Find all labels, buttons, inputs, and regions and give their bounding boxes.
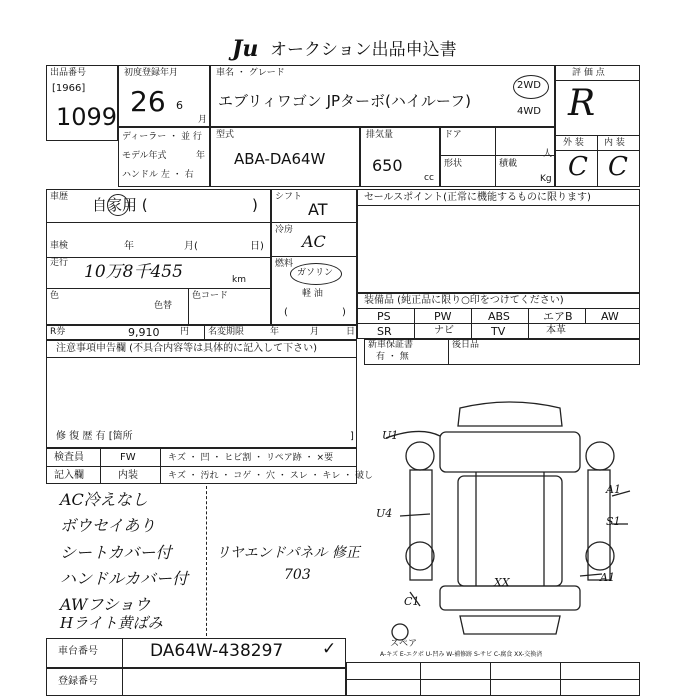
equip-sr: SR	[377, 325, 392, 338]
transfer-day: 日	[346, 327, 356, 337]
fw-items: キズ ・ 凹 ・ ヒビ割 ・ リペア跡 ・ ×要	[168, 453, 334, 463]
shape-label: 形状	[444, 159, 463, 169]
color-change-label: 色替	[154, 301, 173, 311]
capacity-label: 積載	[499, 159, 518, 169]
shift-value: AT	[308, 200, 328, 219]
history-label: 車歴	[50, 192, 69, 202]
note-2: ボウセイあり	[60, 516, 156, 535]
grade-value: R	[568, 83, 596, 124]
manual-label: 新車保証書	[368, 340, 414, 350]
lot-label: 出品番号	[50, 68, 87, 78]
history-end: )	[252, 196, 258, 214]
history-value: 自家用 (	[92, 196, 148, 214]
color-code-label: 色コード	[192, 291, 229, 301]
in-items: キズ ・ 汚れ ・ コゲ ・ 穴 ・ スレ ・ キレ ・ 破し	[168, 471, 374, 481]
model-year-unit: 年	[196, 151, 206, 161]
chassis-check: ✓	[322, 639, 337, 659]
chassis-label: 車台番号	[58, 646, 98, 657]
mark-xx: XX	[494, 576, 510, 589]
shaken-label: 車検	[50, 241, 69, 251]
tax-label: R券	[50, 327, 66, 337]
fuel-value: ガソリン	[297, 268, 334, 278]
equip-ps: PS	[377, 310, 391, 323]
transfer-year: 年	[270, 327, 280, 337]
car-damage-diagram	[380, 396, 640, 646]
dealer-label: ディーラー ・ 並 行	[122, 132, 202, 142]
disp-unit: cc	[424, 173, 434, 183]
interior-label: 内 装	[604, 138, 625, 148]
mileage-label: 走行	[50, 258, 69, 268]
reg-year: 26	[130, 85, 166, 118]
exterior-label: 外 装	[563, 138, 584, 148]
tax-value: 9,910	[128, 326, 160, 339]
mileage-value: 10万8千455	[84, 262, 183, 282]
transfer-month: 月	[310, 327, 320, 337]
fuel-alt: 軽 油	[302, 289, 323, 299]
note-1: AC冷えなし	[60, 490, 148, 509]
rear-panel-note: リヤエンドパネル 修正	[216, 545, 360, 561]
note-5: AWフショウ	[60, 595, 151, 614]
equip-leather: 本革	[546, 325, 566, 336]
disp-label: 排気量	[366, 130, 394, 140]
shaken-month-unit: 月(	[184, 241, 198, 252]
equip-aw: AW	[601, 310, 619, 323]
disp-value: 650	[372, 156, 403, 175]
inspector-label: 検査員	[54, 452, 84, 463]
interior-insp-label: 内装	[118, 470, 138, 481]
fuel-paren-open: (	[284, 307, 288, 318]
reg-number-label: 登録番号	[58, 676, 98, 687]
equip-pw: PW	[434, 310, 452, 323]
type-label: 型式	[216, 130, 235, 140]
cooling-label: 冷房	[275, 225, 294, 235]
rear-panel-note-2: 703	[284, 567, 311, 583]
mark-u1: U1	[382, 429, 399, 442]
mileage-unit: km	[232, 275, 246, 285]
exterior-grade: C	[568, 152, 588, 182]
tax-unit: 円	[180, 327, 190, 337]
handle-label: ハンドル 左 ・ 右	[122, 170, 194, 180]
drive-4wd: 4WD	[517, 106, 541, 117]
equip-navi: ナビ	[434, 325, 454, 336]
writer-label: 記入欄	[54, 470, 84, 481]
rear-label: 後日品	[452, 340, 480, 350]
cooling-value: AC	[302, 232, 326, 251]
mark-u4: U4	[376, 507, 393, 520]
interior-grade: C	[608, 152, 628, 182]
notes-label: 注意事項申告欄 (不具合内容等は具体的に記入して下さい)	[56, 343, 317, 354]
lot-number: 1099	[56, 103, 118, 131]
car-name: エブリィワゴン JPターボ(ハイルーフ)	[218, 92, 471, 110]
ju-logo: Ju	[232, 36, 259, 62]
note-4: ハンドルカバー付	[60, 569, 189, 588]
chassis-number: DA64W-438297	[150, 641, 284, 661]
equip-abs: ABS	[488, 310, 510, 323]
fw-label: FW	[120, 452, 136, 463]
note-6: Hライト黄ばみ	[60, 614, 163, 632]
drive-2wd: 2WD	[517, 80, 541, 91]
equip-tv: TV	[491, 325, 506, 338]
mark-a1-top: A1	[606, 483, 621, 496]
note-3: シートカバー付	[60, 543, 172, 562]
lot-sub: [1966]	[52, 83, 86, 94]
mark-c1: C1	[404, 595, 420, 608]
form-title: オークション出品申込書	[270, 40, 457, 60]
equipment-label: 装備品 (純正品に限り○印をつけてください)	[364, 295, 564, 306]
shaken-year-unit: 年	[124, 241, 134, 252]
damage-legend: A-キズ E-エクボ U-凹み W-補修跡 S-サビ C-腐食 XX-交換済	[380, 651, 543, 658]
history-circle	[107, 194, 129, 216]
transfer-label: 名変期限	[208, 327, 245, 337]
reg-label: 初度登録年月	[124, 68, 179, 78]
car-name-label: 車名 ・ グレード	[216, 68, 285, 78]
fuel-label: 燃料	[275, 259, 294, 269]
spare-label: スペア	[390, 639, 418, 649]
type-value: ABA-DA64W	[234, 150, 326, 168]
mark-s1: S1	[606, 515, 621, 528]
mark-a1-bottom: A1	[600, 571, 615, 584]
sales-label: セールスポイント(正常に機能するものに限ります)	[364, 192, 591, 203]
reg-month: 6	[176, 99, 183, 112]
fuel-paren-close: )	[342, 307, 346, 318]
shift-label: シフト	[275, 192, 303, 202]
grade-label: 評 価 点	[572, 68, 605, 78]
shaken-day-unit: 日)	[250, 241, 264, 252]
capacity-unit: 人	[543, 149, 553, 159]
repair-history: 修 復 歴 有 [箇所	[56, 431, 133, 442]
model-year-label: モデル年式	[122, 151, 167, 161]
manual-value: 有 ・ 無	[376, 352, 409, 362]
repair-end: ]	[350, 431, 354, 442]
equip-airbag: エアB	[543, 310, 573, 323]
reg-month-unit: 月	[198, 115, 208, 125]
door-label: ドア	[444, 130, 462, 140]
color-label: 色	[50, 291, 60, 301]
capacity-kg: Kg	[540, 174, 552, 184]
